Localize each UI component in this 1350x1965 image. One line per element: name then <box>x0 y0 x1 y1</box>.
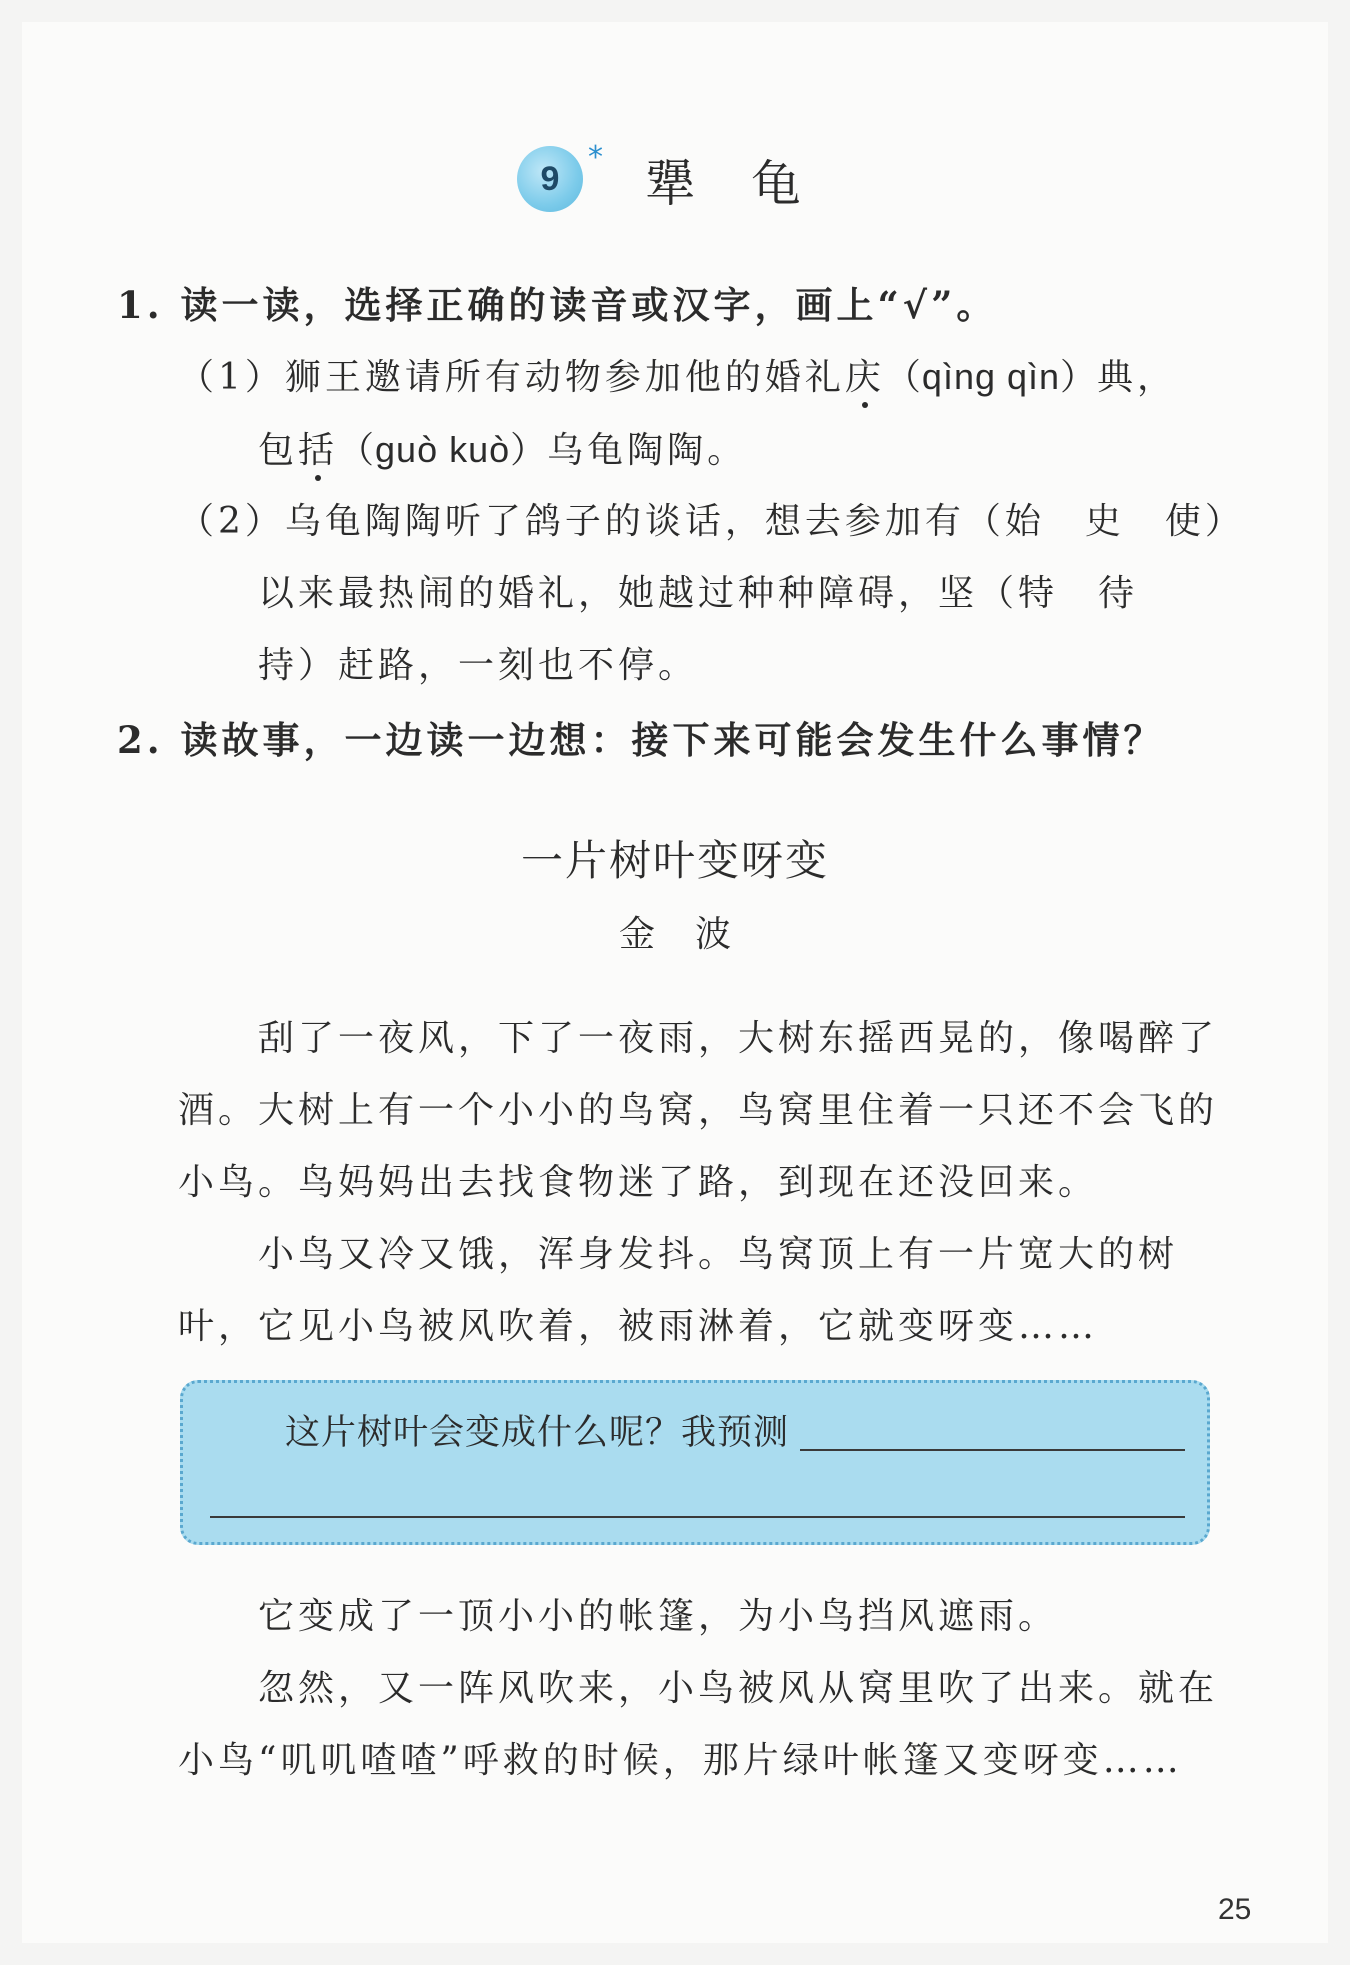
story-p1-line-1: 刮了一夜风，下了一夜雨，大树东摇西晃的，像喝醉了 <box>258 1018 1219 1059</box>
question-1-heading: 1. 读一读，选择正确的读音或汉字，画上“√”。 <box>117 283 998 327</box>
question-1-item-2-line-1: （2）乌龟陶陶听了鸽子的谈话，想去参加有（始 史 使） <box>178 501 1245 542</box>
story-p2-line-2: 叶，它见小鸟被风吹着，被雨淋着，它就变呀变…… <box>178 1306 1099 1347</box>
prediction-prompt: 这片树叶会变成什么呢？我预测 <box>285 1413 790 1453</box>
story-p1-line-2: 酒。大树上有一个小小的鸟窝，鸟窝里住着一只还不会飞的 <box>178 1090 1219 1131</box>
question-2-heading: 2. 读故事，一边读一边想：接下来可能会发生什么事情？ <box>117 718 1165 762</box>
pinyin-options[interactable]: （qìng qìn） <box>884 356 1098 397</box>
story-author: 金波 <box>618 914 771 955</box>
item-1-text-2: 包 <box>258 430 299 471</box>
question-1-item-1-line-2 <box>258 428 747 473</box>
optional-lesson-star: * <box>588 140 603 175</box>
item-1-text-end: 典， <box>1097 357 1178 398</box>
story-title: 一片树叶变呀变 <box>520 836 829 885</box>
emphasis-dotted-char: 庆 <box>844 357 885 398</box>
lesson-number-badge <box>517 146 583 212</box>
lesson-title: 犟龟 <box>645 155 857 213</box>
item-1-text: （1）狮王邀请所有动物参加他的婚礼 <box>178 357 845 398</box>
story-p4-line-2: 小鸟“叽叽喳喳”呼救的时候，那片绿叶帐篷又变呀变…… <box>178 1740 1183 1781</box>
story-p4-line-1: 忽然，又一阵风吹来，小鸟被风从窝里吹了出来。就在 <box>258 1668 1219 1709</box>
question-1-item-2-line-2: 以来最热闹的婚礼，她越过种种障碍，坚（特 待 <box>258 573 1139 614</box>
emphasis-dotted-char-2: 括 <box>298 430 339 471</box>
question-1-item-1-line-1 <box>178 355 1177 400</box>
story-p3-line-1: 它变成了一顶小小的帐篷，为小鸟挡风遮雨。 <box>258 1596 1059 1637</box>
pinyin-options-2[interactable]: （guò kuò） <box>338 429 548 470</box>
item-1-text-2-end: 乌龟陶陶。 <box>547 430 748 471</box>
story-p2-line-1: 小鸟又冷又饿，浑身发抖。鸟窝顶上有一片宽大的树 <box>258 1234 1179 1275</box>
prediction-answer-line-2[interactable] <box>210 1516 1185 1518</box>
page-number: 25 <box>1218 1893 1252 1926</box>
question-1-item-2-line-3: 持）赶路，一刻也不停。 <box>258 645 699 686</box>
lesson-number: 9 <box>540 159 560 198</box>
prediction-answer-line-1[interactable] <box>800 1449 1185 1451</box>
story-p1-line-3: 小鸟。鸟妈妈出去找食物迷了路，到现在还没回来。 <box>178 1162 1099 1203</box>
